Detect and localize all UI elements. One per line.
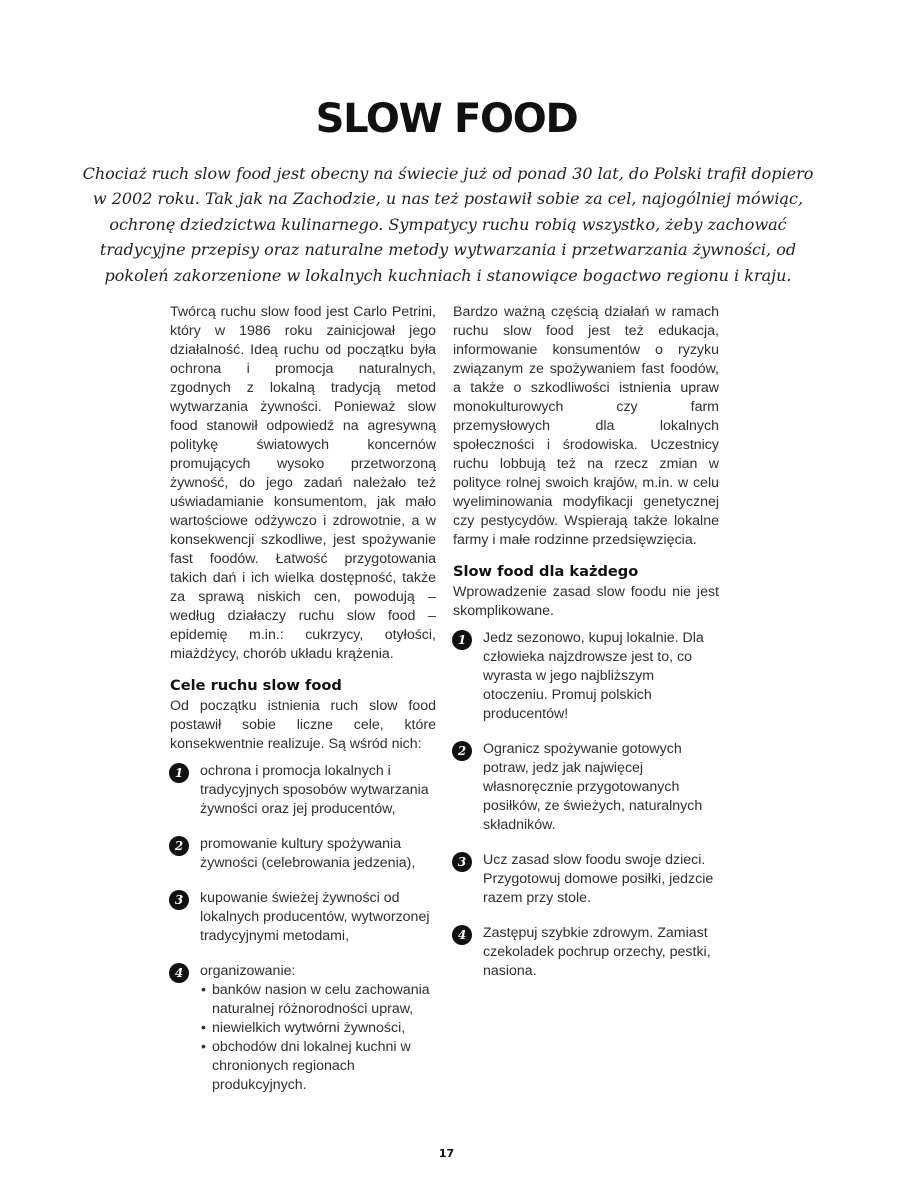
page-title: SLOW FOOD — [315, 96, 578, 142]
for-everyone-heading: Slow food dla każdego — [453, 563, 639, 580]
sublist-item: • banków nasion w celu zachowania naturalnej różnorodności upraw, — [200, 981, 436, 1019]
tip-item — [453, 924, 719, 981]
tip-item — [453, 851, 719, 908]
goal-item — [170, 962, 436, 1095]
right-column — [453, 303, 719, 981]
education-paragraph: Bardzo ważną częścią działań w ramach ruchu slow food jest też edukacja, informowanie konsumentów o ryzyku związanym ze spożywaniem fast foodów, a także o szkodliwości istnienia upraw monokulturowych czy farm przemysłowych dla lokalnych społeczności i środowiska. Uczestnicy ruchu lobbują też na rzecz zmian w polityce rolnej swoich krajów, m.in. w celu wyeliminowania modyfikacji genetycznej czy pestycydów. Wspierają także lokalne farmy i małe rodzinne przedsięwzięcia. — [453, 304, 719, 548]
number-badge-icon: 1 — [452, 630, 472, 650]
organizing-sublist — [200, 981, 436, 1095]
page-number: 17 — [438, 1147, 455, 1160]
tip-item — [453, 740, 719, 835]
number-badge-icon: 3 — [452, 852, 472, 872]
goal-item — [170, 762, 436, 819]
goal-text: organizowanie: — [200, 963, 296, 979]
tip-text: Jedz sezonowo, kupuj lokalnie. Dla człowieka najzdrowsze jest to, co wyrasta w jego najbliższym otoczeniu. Promuj polskich producentów! — [483, 630, 704, 722]
number-badge-icon: 2 — [169, 836, 189, 856]
sublist-item: • niewielkich wytwórni żywności, — [200, 1019, 436, 1038]
intro-paragraph: Chociaż ruch slow food jest obecny na świecie już od ponad 30 lat, do Polski trafił dopiero w 2002 roku. Tak jak na Zachodzie, u nas też postawił sobie za cel, najogólniej mówiąc, ochronę dziedzictwa kulinarnego. Sympatycy ruchu robią wszystko, żeby zachować tradycyjne przepisy oraz naturalne metody wytwarzania i przetwarzania żywności, od pokoleń zakorzenione w lokalnych kuchniach i stanowiące bogactwo regionu i kraju. — [82, 164, 814, 285]
tip-item — [453, 629, 719, 724]
number-badge-icon: 4 — [169, 963, 189, 983]
number-badge-icon: 2 — [452, 741, 472, 761]
for-everyone-lead: Wprowadzenie zasad slow foodu nie jest skomplikowane. — [453, 584, 719, 619]
goal-item — [170, 889, 436, 946]
goals-heading: Cele ruchu slow food — [170, 677, 342, 694]
left-column — [170, 303, 436, 1095]
tip-text: Zastępuj szybkie zdrowym. Zamiast czekoladek pochrup orzechy, pestki, nasiona. — [483, 925, 711, 979]
history-paragraph: Twórcą ruchu slow food jest Carlo Petrini, który w 1986 roku zainicjował jego działalność. Ideą ruchu od początku była ochrona i promocja naturalnych, zgodnych z lokalną tradycją metod wytwarzania żywności. Ponieważ slow food stanowił odpowiedź na agresywną politykę światowych koncernów promujących wysoko przetworzoną żywność, do jego zadań należało też uświadamianie konsumentom, jak mało wartościowe odżywczo i zdrowotnie, a w konsekwencji szkodliwe, jest spożywanie fast foodów. Łatwość przygotowania takich dań i ich wielka dostępność, także za sprawą niskich cen, powodują – według działaczy ruchu slow food – epidemię m.in.: cukrzycy, otyłości, miażdżycy, chorób układu krążenia. — [170, 304, 436, 662]
goal-text: promowanie kultury spożywania żywności (celebrowania jedzenia), — [200, 836, 416, 871]
tip-text: Ogranicz spożywanie gotowych potraw, jedz jak najwięcej własnoręcznie przygotowanych posiłków, ze świeżych, naturalnych składników. — [483, 741, 703, 833]
tip-text: Ucz zasad slow foodu swoje dzieci. Przygotowuj domowe posiłki, jedzcie razem przy stole. — [483, 852, 714, 906]
tips-list — [453, 629, 719, 981]
goals-lead: Od początku istnienia ruch slow food postawił sobie liczne cele, które konsekwentnie realizuje. Są wśród nich: — [170, 698, 436, 752]
number-badge-icon: 1 — [169, 763, 189, 783]
goal-text: kupowanie świeżej żywności od lokalnych producentów, wytworzonej tradycyjnymi metodami, — [200, 890, 430, 944]
goal-item — [170, 835, 436, 873]
number-badge-icon: 3 — [169, 890, 189, 910]
number-badge-icon: 4 — [452, 925, 472, 945]
goal-text: ochrona i promocja lokalnych i tradycyjnych sposobów wytwarzania żywności oraz jej producentów, — [200, 763, 429, 817]
goals-list — [170, 762, 436, 1095]
sublist-item: • obchodów dni lokalnej kuchni w chronionych regionach produkcyjnych. — [200, 1038, 436, 1095]
